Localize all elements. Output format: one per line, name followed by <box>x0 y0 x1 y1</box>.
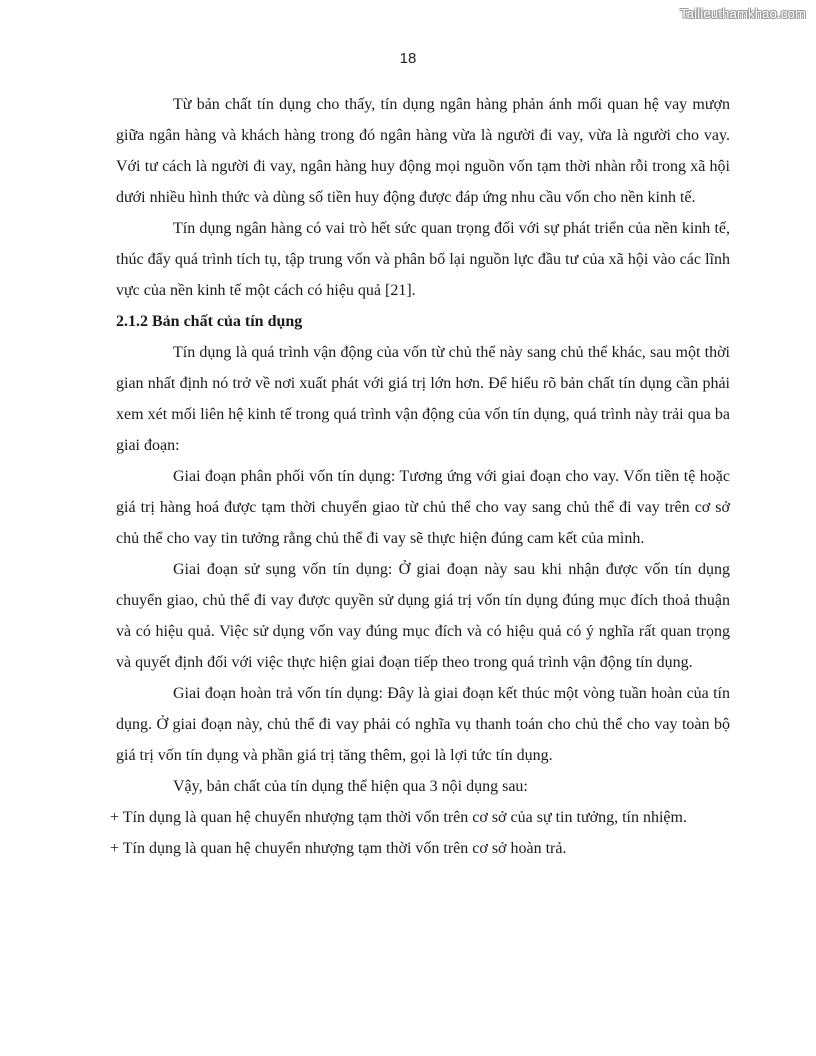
paragraph-stage-distribution: Giai đoạn phân phối vốn tín dụng: Tương ứng với giai đoạn cho vay. Vốn tiền tệ hoặc giá trị hàng hoá được tạm thời chuyển giao từ chủ thể cho vay sang chủ thể đi vay trên cơ sở chủ thể cho vay tin tưởng rằng chủ thể đi vay sẽ thực hiện đúng cam kết của mình. <box>116 468 730 547</box>
bullet-item-repayment: + Tín dụng là quan hệ chuyển nhượng tạm thời vốn trên cơ sở hoàn trả. <box>110 840 567 857</box>
document-body <box>110 89 730 864</box>
paragraph-stage-usage: Giai đoạn sử sụng vốn tín dụng: Ở giai đoạn này sau khi nhận được vốn tín dụng chuyển giao, chủ thể đi vay được quyền sử dụng giá trị vốn tín dụng đúng mục đích thoả thuận và có hiệu quả. Việc sử dụng vốn vay đúng mục đích và có hiệu quả có ý nghĩa rất quan trọng và quyết định đối với việc thực hiện giai đoạn tiếp theo trong quá trình vận động tín dụng. <box>116 561 730 671</box>
page-number: 18 <box>399 50 417 67</box>
paragraph-summary: Vậy, bản chất của tín dụng thể hiện qua 3 nội dụng sau: <box>173 778 528 795</box>
watermark: Tailieuthamkhao.com <box>680 6 806 21</box>
bullet-item-trust: + Tín dụng là quan hệ chuyển nhượng tạm thời vốn trên cơ sở của sự tin tưởng, tín nhiệm. <box>110 809 687 826</box>
paragraph-intro-2: Tín dụng ngân hàng có vai trò hết sức quan trọng đối với sự phát triển của nền kinh tế, thúc đẩy quá trình tích tụ, tập trung vốn và phân bổ lại nguồn lực đầu tư của xã hội vào các lĩnh vực của nền kinh tế một cách có hiệu quả [21]. <box>116 220 730 299</box>
paragraph-intro-1: Từ bản chất tín dụng cho thấy, tín dụng ngân hàng phản ánh mối quan hệ vay mượn giữa ngân hàng và khách hàng trong đó ngân hàng vừa là người đi vay, vừa là người cho vay. Với tư cách là người đi vay, ngân hàng huy động mọi nguồn vốn tạm thời nhàn rỗi trong xã hội dưới nhiều hình thức và dùng số tiền huy động được đáp ứng nhu cầu vốn cho nền kinh tế. <box>116 96 730 206</box>
bullet-list <box>110 802 730 864</box>
paragraph-credit-definition: Tín dụng là quá trình vận động của vốn từ chủ thể này sang chủ thể khác, sau một thời gian nhất định nó trở về nơi xuất phát với giá trị lớn hơn. Để hiểu rõ bản chất tín dụng cần phải xem xét mối liên hệ kinh tế trong quá trình vận động của vốn tín dụng, quá trình này trải qua ba giai đoạn: <box>116 344 730 454</box>
section-heading: 2.1.2 Bản chất của tín dụng <box>116 313 303 330</box>
paragraph-stage-repayment: Giai đoạn hoàn trả vốn tín dụng: Đây là giai đoạn kết thúc một vòng tuần hoàn của tín dụng. Ở giai đoạn này, chủ thể đi vay phải có nghĩa vụ thanh toán cho chủ thể cho vay toàn bộ giá trị vốn tín dụng và phần giá trị tăng thêm, gọi là lợi tức tín dụng. <box>116 685 730 764</box>
